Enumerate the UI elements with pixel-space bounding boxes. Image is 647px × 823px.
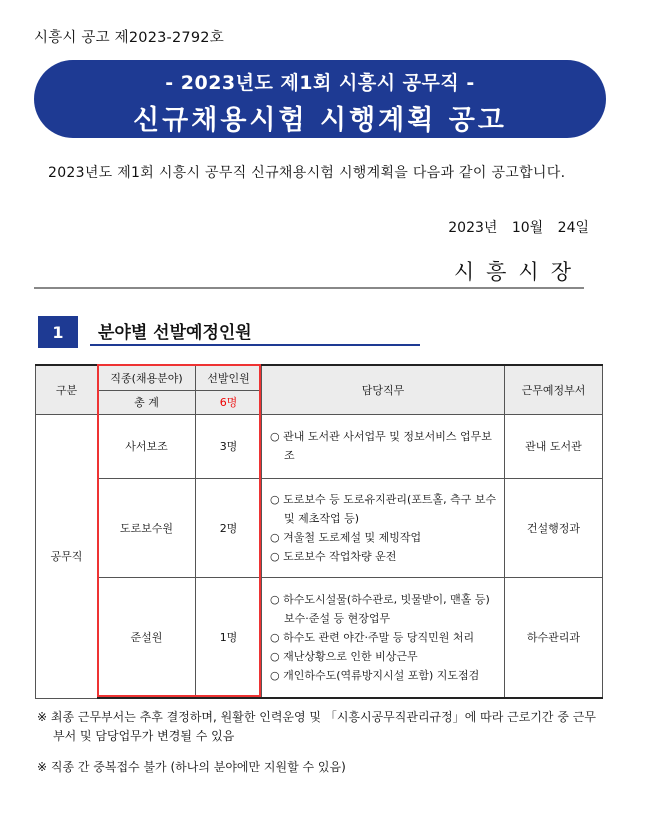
intro-paragraph: 2023년도 제1회 시흥시 공무직 신규채용시험 시행계획을 다음과 같이 공고합니다.: [48, 165, 566, 181]
recruitment-table: [35, 364, 603, 699]
header-duty: 담당직무: [262, 365, 505, 414]
job-cell: 준설원: [98, 577, 196, 698]
section-title: 분야별 선발예정인원: [98, 323, 252, 343]
job-cell: 도로보수원: [98, 478, 196, 577]
banner-title: 신규채용시험 시행계획 공고: [133, 105, 507, 136]
table-row: [36, 478, 603, 577]
duty-item: ○ 하수도시설물(하수관로, 빗물받이, 맨홀 등) 보수·준설 등 현장업무: [270, 592, 490, 625]
count-cell: 2명: [196, 478, 262, 577]
duty-item: ○ 도로보수 작업차량 운전: [270, 549, 397, 563]
duty-item: ○ 관내 도서관 사서업무 및 정보서비스 업무보조: [270, 430, 492, 462]
duty-item: ○ 하수도 관련 야간·주말 등 당직민원 처리: [270, 630, 475, 644]
header-job: 직종(채용분야): [98, 365, 196, 390]
notice-number: 시흥시 공고 제2023-2792호: [34, 30, 224, 46]
signer: 시흥시장: [453, 260, 583, 284]
total-value: 6명: [196, 390, 262, 414]
table-row: [36, 414, 603, 478]
section-underline: [90, 344, 420, 346]
duty-item: ○ 재난상황으로 인한 비상근무: [270, 649, 418, 663]
job-cell: 사서보조: [98, 414, 196, 478]
header-dept: 근무예정부서: [505, 365, 603, 414]
dept-cell: 하수관리과: [505, 577, 603, 698]
note-item: ※ 직종 간 중복접수 불가 (하나의 분야에만 지원할 수 있음): [37, 760, 346, 774]
duty-item: ○ 개인하수도(역류방지시설 포함) 지도점검: [270, 668, 480, 682]
duty-cell: [262, 478, 505, 577]
count-cell: 1명: [196, 577, 262, 698]
category-cell: 공무직: [36, 414, 98, 698]
count-cell: 3명: [196, 414, 262, 478]
duty-item: ○ 겨울철 도로제설 및 제빙작업: [270, 530, 422, 544]
total-label: 총 계: [98, 390, 196, 414]
title-banner: [34, 60, 606, 138]
dept-cell: 관내 도서관: [505, 414, 603, 478]
header-category: 구분: [36, 365, 98, 414]
section-number: 1: [38, 316, 78, 348]
notice-date: 2023년 10월 24일: [448, 220, 589, 236]
note-item: ※ 최종 근무부서는 추후 결정하며, 원활한 인력운영 및 「시흥시공무직관리규정」에 따라 근로기간 중 근무부서 및 담당업무가 변경될 수 있음: [37, 710, 596, 743]
table-row: [36, 577, 603, 698]
duty-cell: [262, 414, 505, 478]
duty-cell: [262, 577, 505, 698]
notes: [37, 708, 597, 789]
duty-item: ○ 도로보수 등 도로유지관리(포트홀, 측구 보수 및 제초작업 등): [270, 492, 497, 525]
dept-cell: 건설행정과: [505, 478, 603, 577]
banner-subtitle: - 2023년도 제1회 시흥시 공무직 -: [165, 72, 475, 94]
divider: [34, 287, 584, 289]
header-count: 선발인원: [196, 365, 262, 390]
